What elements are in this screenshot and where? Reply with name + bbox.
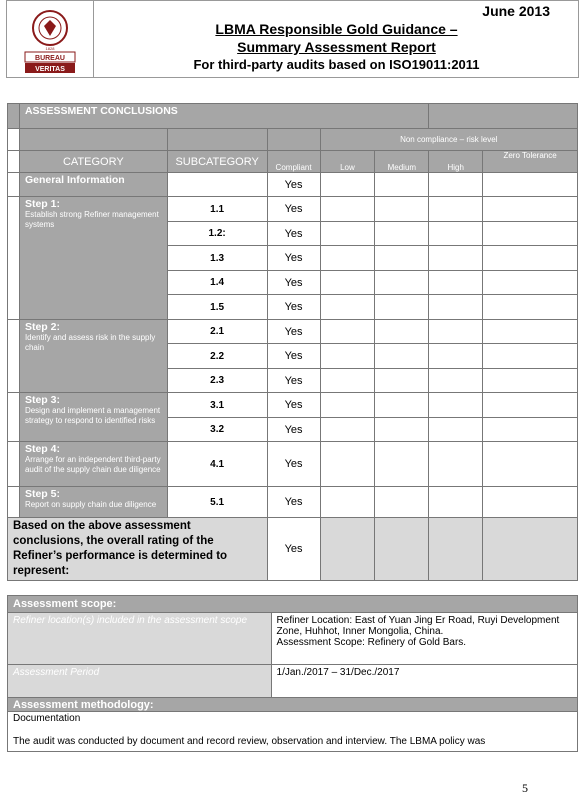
col-subcategory: SUBCATEGORY (167, 151, 267, 173)
documentation-heading: Documentation (13, 713, 81, 724)
subcategory-1-1: 1.1 (167, 197, 267, 222)
subcategory-2-2: 2.2 (167, 344, 267, 369)
report-title-line2: Summary Assessment Report (237, 39, 436, 55)
report-title-line3: For third-party audits based on ISO19011:2011 (193, 57, 480, 72)
compliant-3-1: Yes (267, 393, 320, 418)
step-2-category: Step 2: Identify and assess risk in the supply chain (19, 320, 167, 393)
assessment-scope-title: Assessment scope: (8, 596, 578, 613)
subcategory-1-3: 1.3 (167, 246, 267, 271)
subcategory-1-2: 1.2: (167, 222, 267, 246)
col-zero-tolerance: Zero Tolerance (483, 151, 578, 173)
subcategory-2-3: 2.3 (167, 369, 267, 393)
general-information-compliant: Yes (267, 173, 320, 197)
overall-rating-statement: Based on the above assessment conclusions, the overall rating of the Refiner’s performance is determined to represent: (8, 518, 268, 581)
col-low: Low (320, 151, 375, 173)
subcategory-5-1: 5.1 (167, 487, 267, 518)
compliant-2-2: Yes (267, 344, 320, 369)
step-1-category: Step 1: Establish strong Refiner management systems (19, 197, 167, 320)
col-category: CATEGORY (19, 151, 167, 173)
compliant-1-3: Yes (267, 246, 320, 271)
svg-text:BUREAU: BUREAU (35, 55, 65, 62)
step-4-category: Step 4: Arrange for an independent third-party audit of the supply chain due diligence (19, 442, 167, 487)
bureau-veritas-logo (22, 6, 78, 76)
logo-cell (7, 1, 94, 77)
compliant-1-2: Yes (267, 222, 320, 246)
compliant-2-1: Yes (267, 320, 320, 344)
subcategory-1-5: 1.5 (167, 295, 267, 320)
general-information-label: General Information (19, 173, 167, 197)
compliant-1-5: Yes (267, 295, 320, 320)
svg-text:VERITAS: VERITAS (35, 66, 65, 73)
subcategory-3-1: 3.1 (167, 393, 267, 418)
compliant-1-1: Yes (267, 197, 320, 222)
report-header (6, 0, 579, 78)
assessment-scope-table (7, 595, 578, 752)
page-number: 5 (522, 781, 528, 795)
col-compliant: Compliant (267, 151, 320, 173)
methodology-text: The audit was conducted by document and record review, observation and interview. The LBMA policy was (13, 736, 486, 747)
compliant-3-2: Yes (267, 418, 320, 442)
report-title-line1: LBMA Responsible Gold Guidance – (215, 21, 458, 37)
refiner-location-value: Refiner Location: East of Yuan Jing Er Road, Ruyi Development Zone, Huhhot, Inner Mongolia, China. Assessment Scope: Refinery of Gold Bars. (271, 613, 577, 665)
subcategory-2-1: 2.1 (167, 320, 267, 344)
report-date: June 2013 (482, 3, 550, 19)
noncompliance-header: Non compliance – risk level (320, 129, 577, 151)
step-5-category: Step 5: Report on supply chain due diligence (19, 487, 167, 518)
subcategory-4-1: 4.1 (167, 442, 267, 487)
svg-text:1828: 1828 (45, 46, 55, 51)
subcategory-1-4: 1.4 (167, 271, 267, 295)
col-medium: Medium (375, 151, 429, 173)
compliant-2-3: Yes (267, 369, 320, 393)
refiner-location-label: Refiner location(s) included in the assessment scope (8, 613, 272, 665)
assessment-conclusions-table (7, 103, 578, 581)
assessment-methodology-body (8, 712, 578, 752)
conclusions-title: ASSESSMENT CONCLUSIONS (19, 104, 428, 129)
assessment-period-value: 1/Jan./2017 – 31/Dec./2017 (271, 665, 577, 698)
compliant-5-1: Yes (267, 487, 320, 518)
step-3-category: Step 3: Design and implement a management strategy to respond to identified risks (19, 393, 167, 442)
col-high: High (429, 151, 483, 173)
compliant-1-4: Yes (267, 271, 320, 295)
overall-rating-compliant: Yes (267, 518, 320, 581)
compliant-4-1: Yes (267, 442, 320, 487)
assessment-methodology-title: Assessment methodology: (8, 698, 578, 712)
assessment-period-label: Assessment Period (8, 665, 272, 698)
subcategory-3-2: 3.2 (167, 418, 267, 442)
